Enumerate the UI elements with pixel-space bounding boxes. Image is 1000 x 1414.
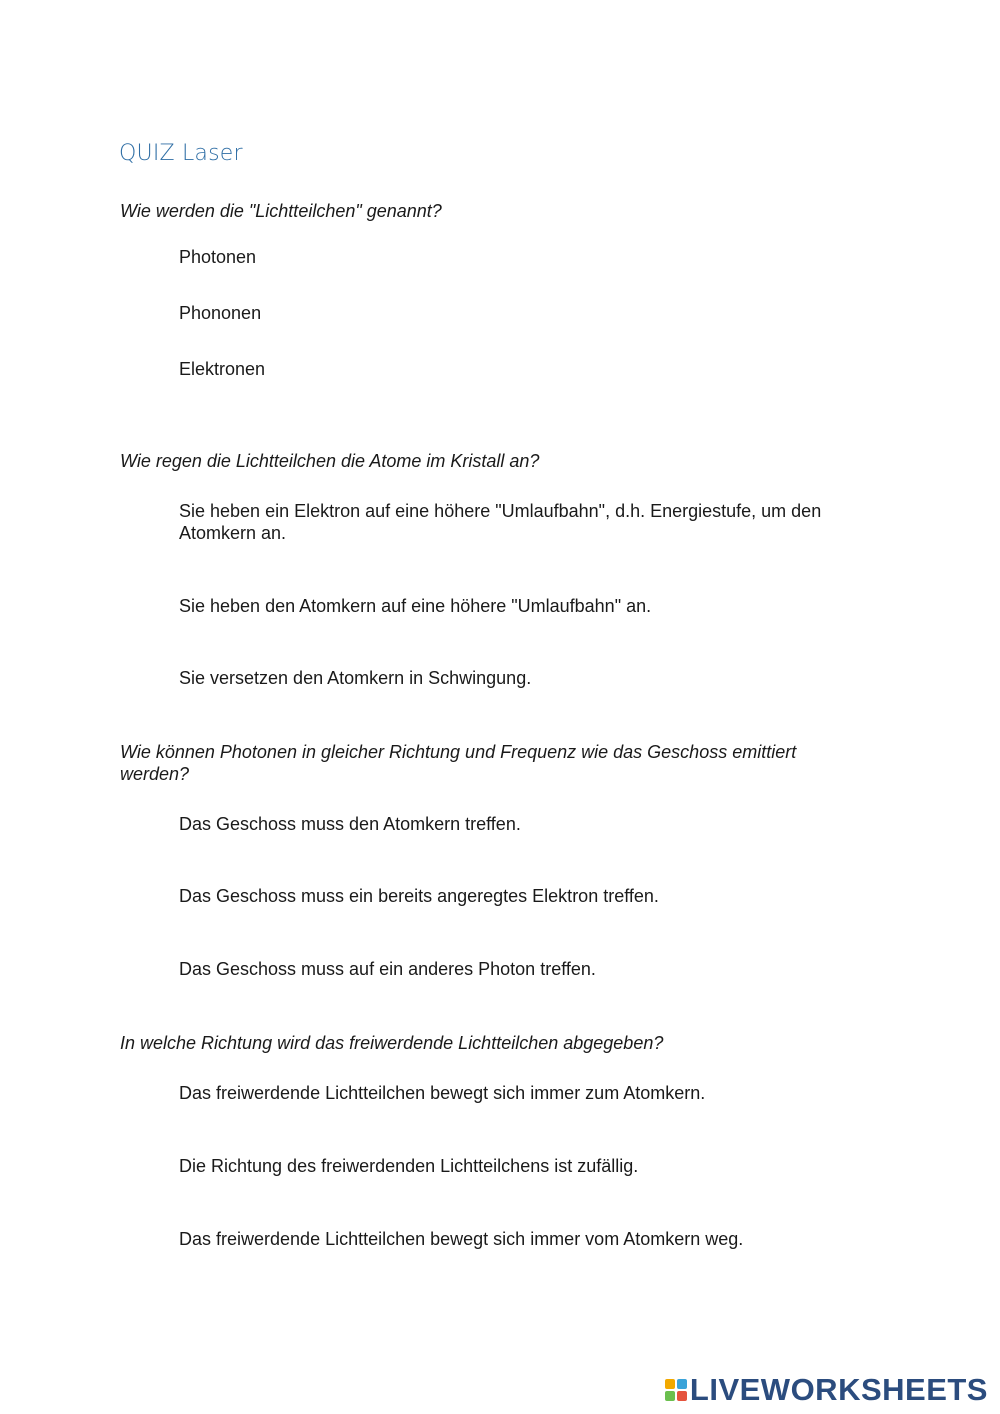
answer-option[interactable]: Phononen (179, 303, 262, 323)
question-2: Wie regen die Lichtteilchen die Atome im Kristall an? (120, 451, 540, 471)
question-1: Wie werden die "Lichtteilchen" genannt? (120, 201, 442, 221)
question-3: Wie können Photonen in gleicher Richtung und Frequenz wie das Geschoss emittiert werden? (120, 742, 797, 784)
logo-tile (665, 1391, 675, 1401)
page-title: QUIZ Laser (119, 141, 243, 166)
answer-option[interactable]: Photonen (179, 247, 257, 267)
logo-tile (677, 1391, 687, 1401)
answer-option[interactable]: Das freiwerdende Lichtteilchen bewegt sich immer vom Atomkern weg. (179, 1229, 744, 1249)
answer-option[interactable]: Elektronen (179, 359, 266, 379)
answer-option[interactable]: Die Richtung des freiwerdenden Lichtteilchens ist zufällig. (179, 1156, 639, 1176)
liveworksheets-logo-icon (665, 1379, 687, 1401)
liveworksheets-logo (665, 1374, 988, 1405)
answer-option[interactable]: Sie versetzen den Atomkern in Schwingung. (179, 668, 532, 688)
answer-option[interactable]: Das Geschoss muss auf ein anderes Photon treffen. (179, 959, 596, 979)
logo-tile (677, 1379, 687, 1389)
answer-option[interactable]: Das Geschoss muss ein bereits angeregtes Elektron treffen. (179, 886, 659, 906)
answer-option[interactable]: Sie heben den Atomkern auf eine höhere "Umlaufbahn" an. (179, 596, 652, 616)
answer-option[interactable]: Sie heben ein Elektron auf eine höhere "Umlaufbahn", d.h. Energiestufe, um den Atomkern an. (179, 501, 822, 543)
answer-option[interactable]: Das Geschoss muss den Atomkern treffen. (179, 814, 521, 834)
logo-tile (665, 1379, 675, 1389)
answer-option[interactable]: Das freiwerdende Lichtteilchen bewegt sich immer zum Atomkern. (179, 1083, 706, 1103)
question-4: In welche Richtung wird das freiwerdende Lichtteilchen abgegeben? (120, 1033, 664, 1053)
brand-name: LIVEWORKSHEETS (689, 1372, 988, 1407)
